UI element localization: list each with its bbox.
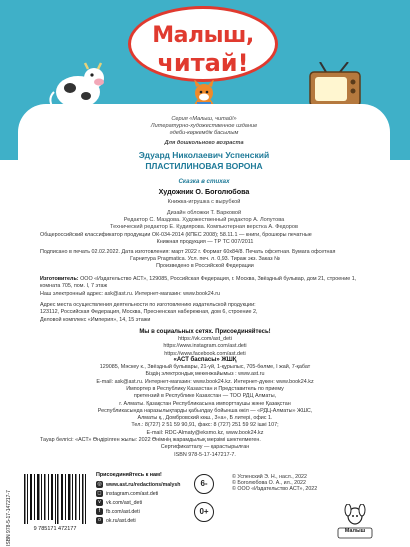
social-networks-block xyxy=(40,328,370,358)
kazakhstan-block xyxy=(40,356,370,459)
credit-tech-editor: Технический редактор Е. Кудиярова. Компьютерная верстка А. Федоров xyxy=(109,224,299,230)
illustrator: Художник О. Боголюбова xyxy=(158,187,250,196)
age-mark-6: 6- xyxy=(194,474,214,494)
credit-cover-design: Дизайн обложки Т. Варковой xyxy=(166,210,242,216)
credit-editors: Редактор С. Маздова. Художественный редактор А. Лопутова xyxy=(123,217,285,223)
copyright-line: © ООО «Издательство АСТ», 2022 xyxy=(232,486,318,492)
kz-line: Импортер в Республику Казахстан и Представитель по приему xyxy=(126,385,284,392)
vk-icon: v xyxy=(96,499,103,506)
kz-line: Біздің электрондық мекенжайымыз : www.ast.ru xyxy=(145,371,265,378)
kz-line: 129085, Мәскеу к., Звёздный бульвары, 21-үй, 1-құрылыс, 705-бөлме, I жай, 7-қабат xyxy=(99,364,311,371)
kz-line: Тауар белгісі: «АСТ» Өндірілген жылы: 2022 Өнімнің жарамдылық мерзімі шектелмеген. xyxy=(40,437,261,444)
kz-line: ISBN 978-5-17-147217-7. xyxy=(174,451,236,458)
social-link[interactable]: https://www.facebook.com/ast.deti xyxy=(164,350,246,357)
age-mark-0: 0+ xyxy=(194,502,214,522)
series-line: Серия «Малыш, читай!» xyxy=(171,116,237,122)
book-format: Книжка-игрушка с вырубкой xyxy=(167,199,241,205)
kz-line: E-mail: RDC-Almaty@eksmo.kz, www.book24.kz xyxy=(146,429,264,436)
kz-line: Республикасында наразылықтарды қабылдау бойынша өкіл — «РДЦ-Алматы» ЖШС, xyxy=(97,407,313,414)
kz-heading: «АСТ баспасы» ЖШҚ xyxy=(173,357,237,363)
site-icon: ◎ xyxy=(97,481,102,487)
tech-line: Подписано в печать 02.02.2022. Дата изготовления: март 2022 г. Формат 60x84/8. Печать офсетная. Бумага офсетная xyxy=(40,248,336,255)
bottom-socials-heading: Присоединяйтесь к нам! xyxy=(96,472,162,478)
series-badge xyxy=(128,6,278,82)
tech-line: Гарнитура Pragmatica. Усл. печ. л. 0,93. Тираж экз. Заказ № xyxy=(130,255,280,262)
edition-kind: Литературно-художественное издание xyxy=(150,123,258,129)
address-line: Адрес места осуществления деятельности по изготовлению издательской продукции: xyxy=(40,302,256,308)
publisher-name: Малыш xyxy=(344,528,366,534)
social-link[interactable]: https://www.instagram.com/ast.deti xyxy=(163,343,247,350)
technical-info xyxy=(40,232,370,270)
address-block xyxy=(40,302,370,324)
kz-line: претензий в Республике Казахстан — ТОО РДЦ Алматы, xyxy=(133,393,277,400)
facebook-icon: f xyxy=(96,508,103,515)
tech-line: Произведено в Российской Федерации xyxy=(156,263,254,270)
address-line: Деловой комплекс «Империя», 14, 15 этажи xyxy=(40,316,151,323)
social-row-text: instagram.com/ast.deti xyxy=(106,490,159,497)
barcode-area xyxy=(6,448,19,547)
kz-line: Тел.: 8(727) 2 51 59 90,91, факс: 8 (727) 251 59 92 ішкі 107; xyxy=(131,422,279,429)
manufacturer-label: Изготовитель: xyxy=(40,276,79,282)
tech-line: Общероссийский классификатор продукции ОК-034-2014 (КПЕС 2008); 58.11.1 — книги, брошюры печатные xyxy=(40,232,312,238)
edition-kind-kz: әдеби-көркемдік басылым xyxy=(169,130,239,136)
publisher-logo xyxy=(332,504,378,540)
book-title: ПЛАСТИЛИНОВАЯ ВОРОНА xyxy=(145,161,263,171)
author-name: Эдуард Николаевич Успенский xyxy=(138,150,270,160)
social-row-text: www.ast.ru/redactions/malysh xyxy=(106,481,181,488)
social-row-text: ok.ru/ast.deti xyxy=(106,517,136,524)
age-group: Для дошкольного возраста xyxy=(164,140,244,146)
manufacturer-block xyxy=(40,276,370,298)
social-row-text: fb.com/ast.deti xyxy=(106,508,140,515)
kz-line: Алматы қ., Домбровский көш., 3«а», Б литері, офис 1. xyxy=(137,415,273,422)
kz-line: Сертификатталу — қарастырылған xyxy=(160,444,250,451)
instagram-icon: ◻ xyxy=(97,490,102,496)
kz-line: E-mail: ask@ast.ru. Интернет-магазин: www.book24.kz. Интернет-дүкен: www.book24.kz xyxy=(96,378,314,385)
genre: Сказка в стихах xyxy=(178,178,230,185)
barcode-digits: 9 785171 472177 xyxy=(33,526,77,532)
social-heading: Мы в социальных сетях. Присоединяйтесь! xyxy=(139,329,271,335)
copyright-line: © Успенский Э. Н., насл., 2022 xyxy=(232,474,307,480)
social-row-text: vk.com/ast_deti xyxy=(106,499,143,506)
barcode-icon xyxy=(20,470,90,534)
manufacturer-text: ООО «Издательство АСТ», 129085, Российская Федерация, г. Москва, Звёздный бульвар, дом 21, строение 1, комната 705, пом. I, 7 этаж xyxy=(40,276,357,290)
address-line: 123112, Российская Федерация, Москва, Пресненская набережная, дом 6, строение 2, xyxy=(40,309,258,316)
series-badge-line1: Малыш, xyxy=(152,23,254,48)
tech-line: Книжная продукция — ТР ТС 007/2011 xyxy=(156,239,254,246)
manufacturer-email: Наш электронный адрес: ask@ast.ru. Интернет-магазин: www.book24.ru xyxy=(40,290,220,297)
series-badge-line2: читай! xyxy=(157,49,249,77)
social-link[interactable]: https://vk.com/ast_deti xyxy=(178,336,232,343)
copyright-block xyxy=(232,474,382,492)
kz-line: г. Алматы. Қазақстан Республикасына импорттаушы және Қазақстан xyxy=(119,400,291,407)
ok-icon: o xyxy=(96,517,103,524)
isbn-vertical: ISBN 978-5-17-147217-7 xyxy=(6,490,12,546)
copyright-line: © Боголюбова О. А., ил., 2022 xyxy=(232,480,306,486)
